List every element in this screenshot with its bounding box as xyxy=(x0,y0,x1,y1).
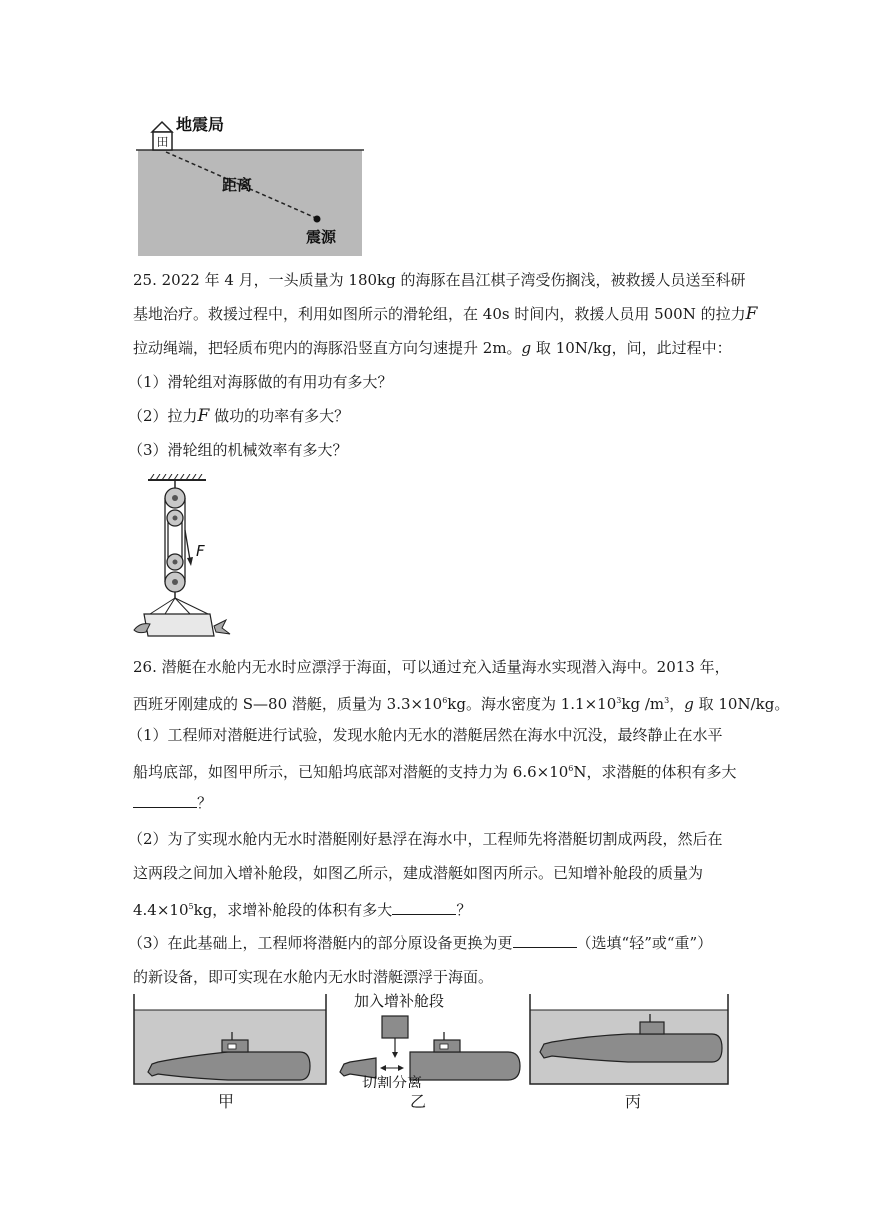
label-yi: 乙 xyxy=(410,1092,427,1111)
answer-blank-volume[interactable] xyxy=(133,793,197,808)
source-label: 震源 xyxy=(306,228,337,246)
q26-sub-2-line-3: $4.4\times 10^5kg$，求增补舱段的体积有多大 ？ xyxy=(133,901,472,919)
answer-blank-lighter-heavier[interactable] xyxy=(513,933,577,948)
epicenter-dot xyxy=(314,216,321,223)
answer-blank-segment-volume[interactable] xyxy=(392,900,456,915)
q26-line-1: 26. 潜艇在水舱内无水时应漂浮于海面，可以通过充入适量海水实现潜入海中。2013 年， xyxy=(133,658,730,676)
q26-number: 26. xyxy=(133,658,157,676)
g-symbol: g xyxy=(521,339,532,357)
label-jia: 甲 xyxy=(218,1092,235,1111)
tank-bing xyxy=(530,994,728,1084)
q25-sub-1: （1）滑轮组对海豚做的有用功有多大？ xyxy=(128,373,393,391)
front-segment xyxy=(410,1052,520,1080)
force-symbol: F xyxy=(745,304,758,324)
q25-sub-2: （2）拉力F 做功的功率有多大？ xyxy=(128,406,350,426)
bureau-label: 地震局 xyxy=(176,115,225,134)
label-bing: 丙 xyxy=(625,1092,642,1111)
q25-line-3: 拉动绳端，把轻质布兜内的海豚沿竖直方向匀速提升 2m。g 取 10N/kg，问，此过程中： xyxy=(133,339,732,357)
q26-sub-3-line-1: （3）在此基础上，工程师将潜艇内的部分原设备更换为更 （选填“轻”或“重”） xyxy=(128,934,713,952)
q26-sub-2-line-2: 这两段之间加入增补舱段，如图乙所示，建成潜艇如图丙所示。已知增补舱段的质量为 xyxy=(133,864,704,882)
q25-number: 25. xyxy=(133,271,157,289)
q25-line-2: 基地治疗。救援过程中，利用如图所示的滑轮组，在 40s 时间内，救援人员用 500N 的拉力F xyxy=(133,304,758,324)
earthquake-figure xyxy=(136,112,364,258)
q25-sub-3: （3）滑轮组的机械效率有多大？ xyxy=(128,441,348,459)
house-glyph: 田 xyxy=(156,135,169,149)
q26-sub-2-line-1: （2）为了实现水舱内无水时潜艇刚好悬浮在海水中，工程师先将潜艇切割成两段，然后在 xyxy=(128,830,723,848)
q25-text-1: 2022 年 4 月，一头质量为 180kg 的海豚在昌江棋子湾受伤搁浅，被救援人员送至科研 xyxy=(161,271,746,289)
cut-label: 切割分离 xyxy=(362,1074,423,1088)
q26-sub-1-line-3: ？ xyxy=(133,793,212,813)
pulley-diagram xyxy=(130,474,240,642)
earthquake-diagram xyxy=(136,112,364,258)
q26-sub-1-line-1: （1）工程师对潜艇进行试验，发现水舱内无水的潜艇居然在海水中沉没，最终静止在水平 xyxy=(128,726,723,744)
tank-jia xyxy=(134,994,326,1084)
pulley-figure xyxy=(130,474,240,642)
q26-line-2: 西班牙刚建成的 S—80 潜艇，质量为 $3.3\times 10^6kg$。海水密度为 $1.1\times 10^3kg$ $/m^3$，g 取 10N/kg。 xyxy=(133,695,790,713)
q26-sub-3-line-2: 的新设备，即可实现在水舱内无水时潜艇漂浮于海面。 xyxy=(133,968,494,986)
distance-label: 距离 xyxy=(222,176,253,194)
force-label: F xyxy=(196,542,205,560)
add-segment-label: 加入增补舱段 xyxy=(354,992,445,1010)
dolphin-tail xyxy=(214,620,230,634)
cut-segments-yi xyxy=(340,992,520,1088)
sling-bag xyxy=(144,614,214,636)
added-segment xyxy=(382,1016,408,1038)
submarine-diagram xyxy=(128,990,738,1088)
q25-line-1 xyxy=(133,270,746,290)
submarine-figure xyxy=(128,990,738,1088)
house-roof xyxy=(152,122,172,132)
q26-sub-1-line-2: 船坞底部，如图甲所示，已知船坞底部对潜艇的支持力为 $6.6\times 10^6N$，求潜艇的体积有多大 xyxy=(133,763,737,781)
